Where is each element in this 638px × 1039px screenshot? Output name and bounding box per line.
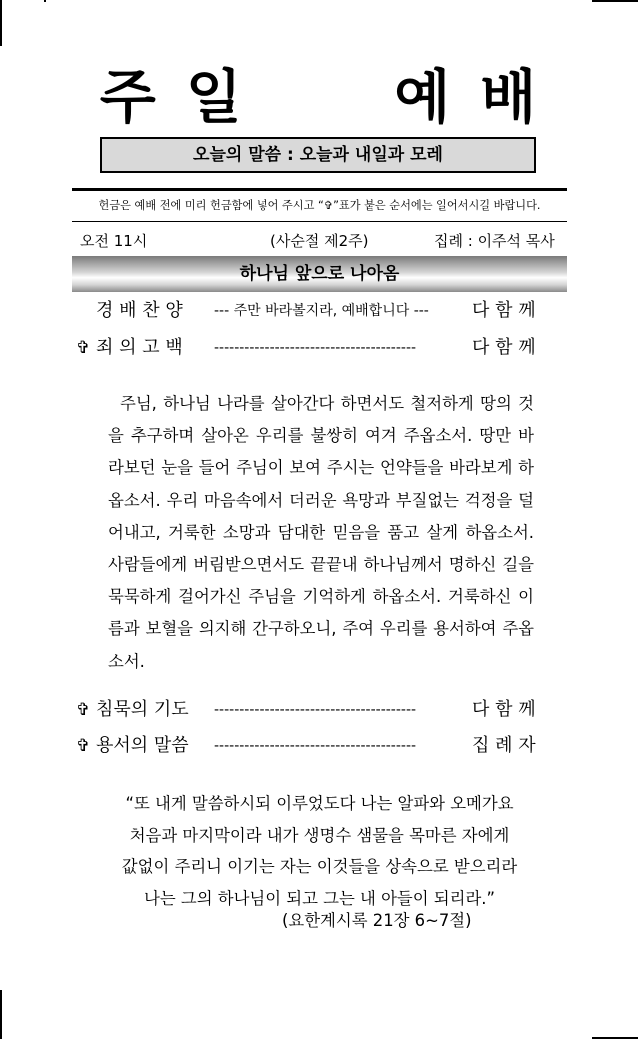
order-item-leader: 다 함 께 xyxy=(472,337,536,358)
crop-mark xyxy=(0,990,2,1039)
confession-prayer-text: 주님, 하나님 나라를 살아간다 하면서도 철저하게 땅의 것을 추구하며 살아온 우리를 불쌍히 여겨 주옵소서. 땅만 바라보던 눈을 들어 주님이 보여 주시는 언약들을 바라보게 하옵소서. 우리 마음속에서 더러운 욕망과 부질없는 걱정을 덜어내고, 거룩한 소망과 담대한 믿음을 품고 살게 하옵소서. 사람들에게 버림받으면서도 끝끝내 하나님께서 명하신 길을 묵묵하게 걸어가신 주님을 기억하게 하옵소서. 거룩하신 이름과 보혈을 의지해 간구하오니, 주여 우리를 용서하여 주옵소서. xyxy=(108,394,534,671)
order-item-name: 죄 의 고 백 xyxy=(96,337,183,358)
order-item-name: 경 배 찬 양 xyxy=(96,300,183,321)
order-item-leader: 다 함 께 xyxy=(472,699,536,720)
cross-icon: ✞ xyxy=(76,700,91,720)
divider-thick xyxy=(72,188,567,191)
order-item-filler: ---------------------------------------- xyxy=(214,738,417,754)
order-item-filler: ---------------------------------------- xyxy=(214,340,417,356)
title-char: 일 xyxy=(185,63,244,131)
order-item-filler: ---------------------------------------- xyxy=(214,702,417,718)
page-title xyxy=(0,62,638,132)
order-item-name: 용서의 말씀 xyxy=(96,735,189,756)
cross-icon: ✞ xyxy=(76,338,91,358)
church-season: (사순절 제2주) xyxy=(270,232,369,250)
order-item-name: 침묵의 기도 xyxy=(96,699,189,720)
verse-line: “또 내게 말씀하시되 이루었도다 나는 알파와 오메가요 xyxy=(125,794,514,813)
confession-prayer xyxy=(108,388,534,678)
verse-line: 처음과 마지막이라 내가 생명수 샘물을 목마른 자에게 xyxy=(129,825,510,845)
order-item-filler: --- 주만 바라볼지라, 예배합니다 --- xyxy=(214,303,429,319)
todays-word-box: 오늘의 말씀 : 오늘과 내일과 모레 xyxy=(100,137,536,173)
verse-line: 나는 그의 하나님이 되고 그는 내 아들이 되리라.” xyxy=(143,888,495,908)
crop-mark xyxy=(44,0,46,2)
section-banner: 하나님 앞으로 나아옴 xyxy=(72,256,567,292)
offering-notice: 헌금은 예배 전에 미리 헌금함에 넣어 주시고 “✞”표가 붙은 순서에는 일어서시길 바랍니다. xyxy=(98,199,541,212)
verse-line: 값없이 주리니 이기는 자는 이것들을 상속으로 받으리라 xyxy=(121,857,518,876)
cross-icon: ✞ xyxy=(76,736,91,756)
title-char: 배 xyxy=(480,63,539,131)
order-item-leader: 다 함 께 xyxy=(472,300,536,321)
divider xyxy=(72,221,567,222)
scripture-reference: (요한계시록 21장 6~7절) xyxy=(282,911,472,930)
title-char: 주 xyxy=(99,63,158,131)
order-item-leader: 집 례 자 xyxy=(472,735,536,756)
officiant: 집례 : 이주석 목사 xyxy=(434,232,555,250)
title-char: 예 xyxy=(394,63,453,131)
scripture-verse xyxy=(72,788,567,914)
crop-mark xyxy=(592,0,638,2)
crop-mark xyxy=(0,0,2,46)
service-time: 오전 11시 xyxy=(80,232,148,250)
